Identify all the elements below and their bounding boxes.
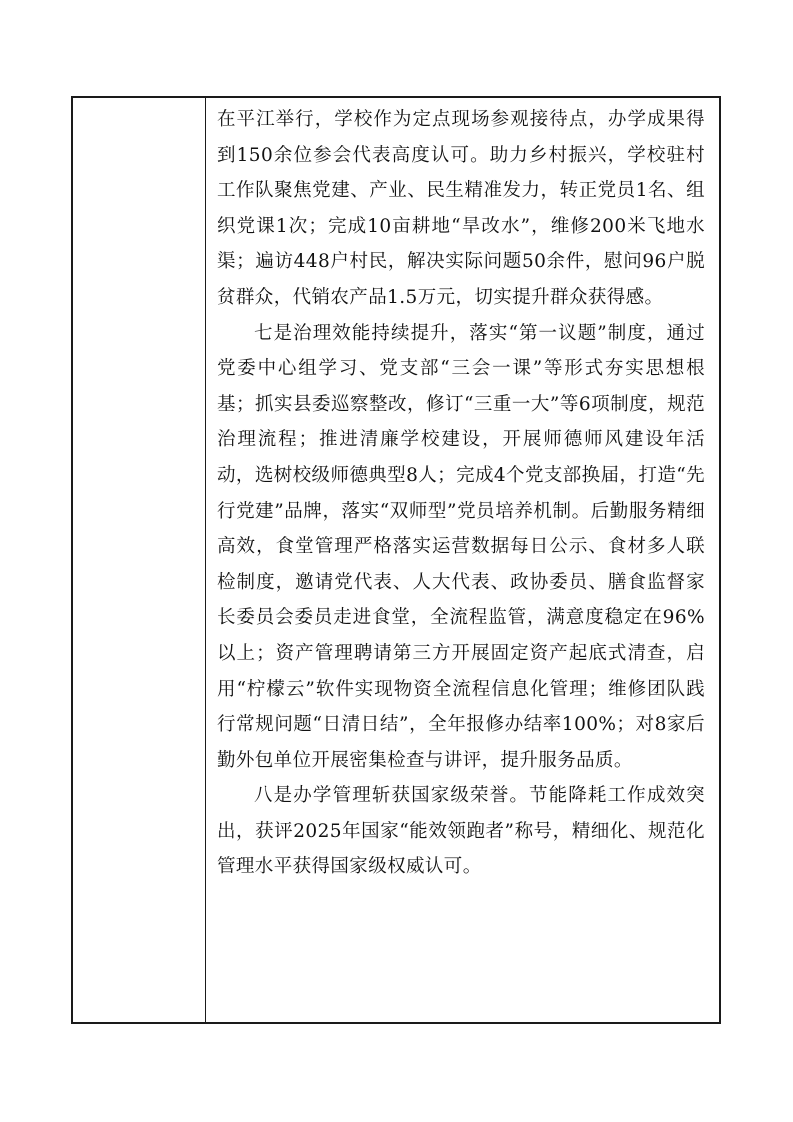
content-table (71, 96, 721, 1024)
paragraph-governance-efficiency: 七是治理效能持续提升，落实“第一议题”制度，通过党委中心组学习、党支部“三会一课”等形式夯实思想根基；抓实县委巡察整改，修订“三重一大”等6项制度，规范治理流程；推进清廉学校建设，开展师德师风建设年活动，选树校级师德典型8人；完成4个党支部换届，打造“先行党建”品牌，落实“双师型”党员培养机制。后勤服务精细高效，食堂管理严格落实运营数据每日公示、食材多人联检制度，邀请党代表、人大代表、政协委员、膳食监督家长委员会委员走进食堂，全流程监管，满意度稳定在96%以上；资产管理聘请第三方开展固定资产起底式清查，启用“柠檬云”软件实现物资全流程信息化管理；维修团队践行常规问题“日清日结”，全年报修办结率100%；对8家后勤外包单位开展密集检查与讲评，提升服务品质。 (217, 322, 705, 771)
paragraph-rural-revitalization: 在平江举行，学校作为定点现场参观接待点，办学成果得到150余位参会代表高度认可。助力乡村振兴，学校驻村工作队聚焦党建、产业、民生精准发力，转正党员1名、组织党课1次；完成10亩耕地“旱改水”，维修200米飞地水渠；遍访448户村民，解决实际问题50余件，慰问96户脱贫群众，代销农产品1.5万元，切实提升群众获得感。 (217, 109, 705, 308)
table-label-cell (73, 98, 206, 1022)
paragraph-national-honor: 八是办学管理斩获国家级荣誉。节能降耗工作成效突出，获评2025年国家“能效领跑者”称号，精细化、规范化管理水平获得国家级权威认可。 (217, 785, 705, 878)
table-content-cell (206, 98, 719, 1022)
